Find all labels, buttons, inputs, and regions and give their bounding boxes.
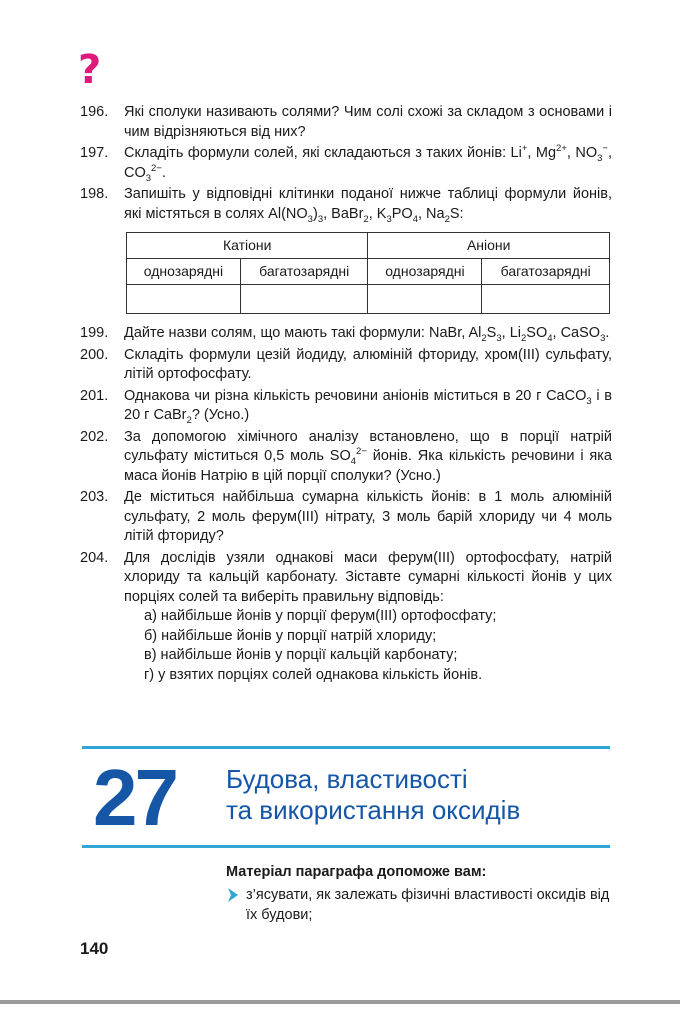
answer-option: б) найбільше йонів у порції натрій хлориду;: [144, 627, 437, 644]
table-empty-cell[interactable]: [368, 285, 482, 314]
task-text: [124, 347, 612, 383]
chapter-title-line-1: Будова, властивості: [226, 764, 468, 794]
task-item: [80, 324, 612, 344]
subscript: 2: [520, 332, 527, 344]
text-run: Запишіть у відповідні клітинки поданої нижче таблиці формули йонів, які містяться в солях Al(NO: [124, 186, 612, 222]
task-number: 203.: [80, 489, 109, 505]
chapter-title: [226, 764, 520, 826]
superscript: −: [602, 143, 608, 155]
text-run: Які сполуки називають солями? Чим солі схожі за складом з основами і чим відрізняються від них?: [124, 104, 612, 140]
task-text: [124, 489, 612, 544]
text-run: йонів. Яка кількість речовини і яка маса йонів Натрію в цій порції сполуки? (Усно.): [124, 448, 612, 484]
task-text: [124, 325, 610, 344]
task-text: [124, 143, 612, 184]
table-group-header: Аніони: [368, 233, 610, 259]
text-run: , Na: [417, 205, 445, 222]
task-item: [80, 428, 612, 487]
superscript: 2−: [356, 446, 367, 458]
chevron-right-icon: [226, 887, 240, 903]
text-run: .: [161, 164, 166, 181]
text-run: SO: [526, 325, 548, 341]
task-text: [124, 388, 612, 424]
subscript: 3: [586, 395, 592, 407]
question-mark-icon: ?: [78, 47, 102, 93]
subscript: 2: [481, 332, 487, 344]
superscript: 2−: [151, 162, 162, 174]
task-item: [80, 387, 612, 426]
table-empty-cell[interactable]: [482, 285, 610, 314]
task-number: 204.: [80, 549, 109, 566]
chapter-bottom-rule: [82, 845, 610, 848]
task-item: [80, 346, 612, 385]
text-run: , K: [368, 205, 387, 222]
text-run: Складіть формули солей, які складаються з таких йонів: Li: [124, 145, 522, 161]
table-empty-cell[interactable]: [240, 285, 368, 314]
text-run: Дайте назви солям, що мають такі формули: NaBr, Al: [124, 325, 482, 341]
task-item: [80, 144, 612, 183]
table-group-header: Катіони: [127, 233, 368, 259]
task-item: [80, 549, 612, 686]
subscript: 3: [600, 332, 606, 344]
subscript: 3: [317, 213, 324, 225]
text-run: За допомогою хімічного аналізу встановлено, що в порції натрій сульфату міститься 0,5 моль SO: [124, 428, 612, 464]
task-text: [124, 186, 612, 225]
text-run: , BaBr: [323, 205, 364, 222]
table-sub-header: багатозарядні: [482, 259, 610, 285]
table-sub-header: багатозарядні: [240, 259, 368, 285]
chapter-number: 27: [93, 753, 176, 842]
goals-heading: Матеріал параграфа допоможе вам:: [226, 864, 487, 880]
subscript: 3: [496, 332, 502, 344]
task-text: [124, 550, 612, 605]
superscript: +: [521, 143, 528, 155]
text-run: , NO: [566, 145, 598, 161]
answer-option: г) у взятих порціях солей однакова кількість йонів.: [144, 666, 483, 683]
task-number: 200.: [80, 346, 109, 363]
page-number: 140: [80, 939, 109, 958]
table-sub-header: однозарядні: [368, 259, 482, 285]
subscript: 2: [444, 213, 450, 225]
text-run: ): [312, 205, 318, 222]
subscript: 4: [547, 332, 553, 344]
chapter-title-line-2: та використання оксидів: [226, 795, 521, 825]
text-run: Для дослідів узяли однакові маси ферум(ІІІ) ортофосфату, натрій хлориду та кальцій карбонату. Зіставте сумарні кількості йонів у цих порціях солей та виберіть правильну відповідь:: [124, 549, 612, 605]
text-run: .: [605, 325, 610, 341]
subscript: 3: [597, 152, 603, 164]
text-run: ? (Усно.): [191, 407, 250, 423]
task-number: 198.: [80, 186, 109, 202]
goal-item: [226, 885, 612, 925]
chapter-top-rule: [82, 746, 610, 749]
answer-option: а) найбільше йонів у порції ферум(ІІІ) ортофосфату;: [144, 608, 497, 624]
goal-text: з’ясувати, як залежать фізичні властивості оксидів від їх будови;: [246, 887, 610, 923]
text-run: , CaSO: [552, 325, 601, 341]
text-run: Однакова чи різна кількість речовини аніонів міститься в 20 г CaCO: [124, 387, 587, 404]
subscript: 4: [350, 455, 357, 467]
task-number: 197.: [80, 145, 109, 161]
text-run: , CO: [124, 145, 612, 181]
text-run: і в 20 г CaBr: [124, 387, 612, 423]
table-sub-header: однозарядні: [127, 259, 241, 285]
task-number: 199.: [80, 325, 109, 341]
ion-table: [126, 232, 610, 314]
text-run: Складіть формули цезій йодиду, алюміній фториду, хром(ІІІ) сульфату, літій ортофосфату.: [124, 346, 612, 382]
task-number: 196.: [80, 104, 109, 120]
task-text: [124, 104, 612, 140]
text-run: Де міститься найбільша сумарна кількість йонів: в 1 моль алюміній сульфату, 2 моль ферум(ІІІ) нітрату, 3 моль барій хлориду чи 4 моль літій фториду?: [124, 489, 612, 544]
task-list: [80, 103, 612, 687]
subscript: 2: [363, 213, 369, 225]
subscript: 3: [386, 213, 392, 225]
task-item: [80, 488, 612, 547]
subscript: 3: [307, 213, 313, 225]
subscript: 3: [145, 172, 152, 184]
superscript: 2+: [556, 143, 567, 155]
page-bottom-bar: [0, 1000, 680, 1004]
task-text: [124, 429, 612, 484]
task-item: [80, 185, 612, 314]
subscript: 4: [412, 213, 418, 225]
text-run: S: [486, 325, 497, 341]
text-run: , Li: [501, 325, 521, 341]
text-run: , Mg: [527, 145, 557, 161]
chapter-goals: [226, 862, 612, 925]
text-run: S:: [449, 205, 464, 222]
subscript: 2: [186, 414, 192, 426]
task-number: 202.: [80, 428, 109, 445]
task-item: [80, 103, 612, 142]
answer-option: в) найбільше йонів у порції кальцій карбонату;: [144, 647, 458, 663]
text-run: PO: [391, 205, 413, 222]
task-number: 201.: [80, 387, 109, 404]
table-empty-cell[interactable]: [127, 285, 241, 314]
